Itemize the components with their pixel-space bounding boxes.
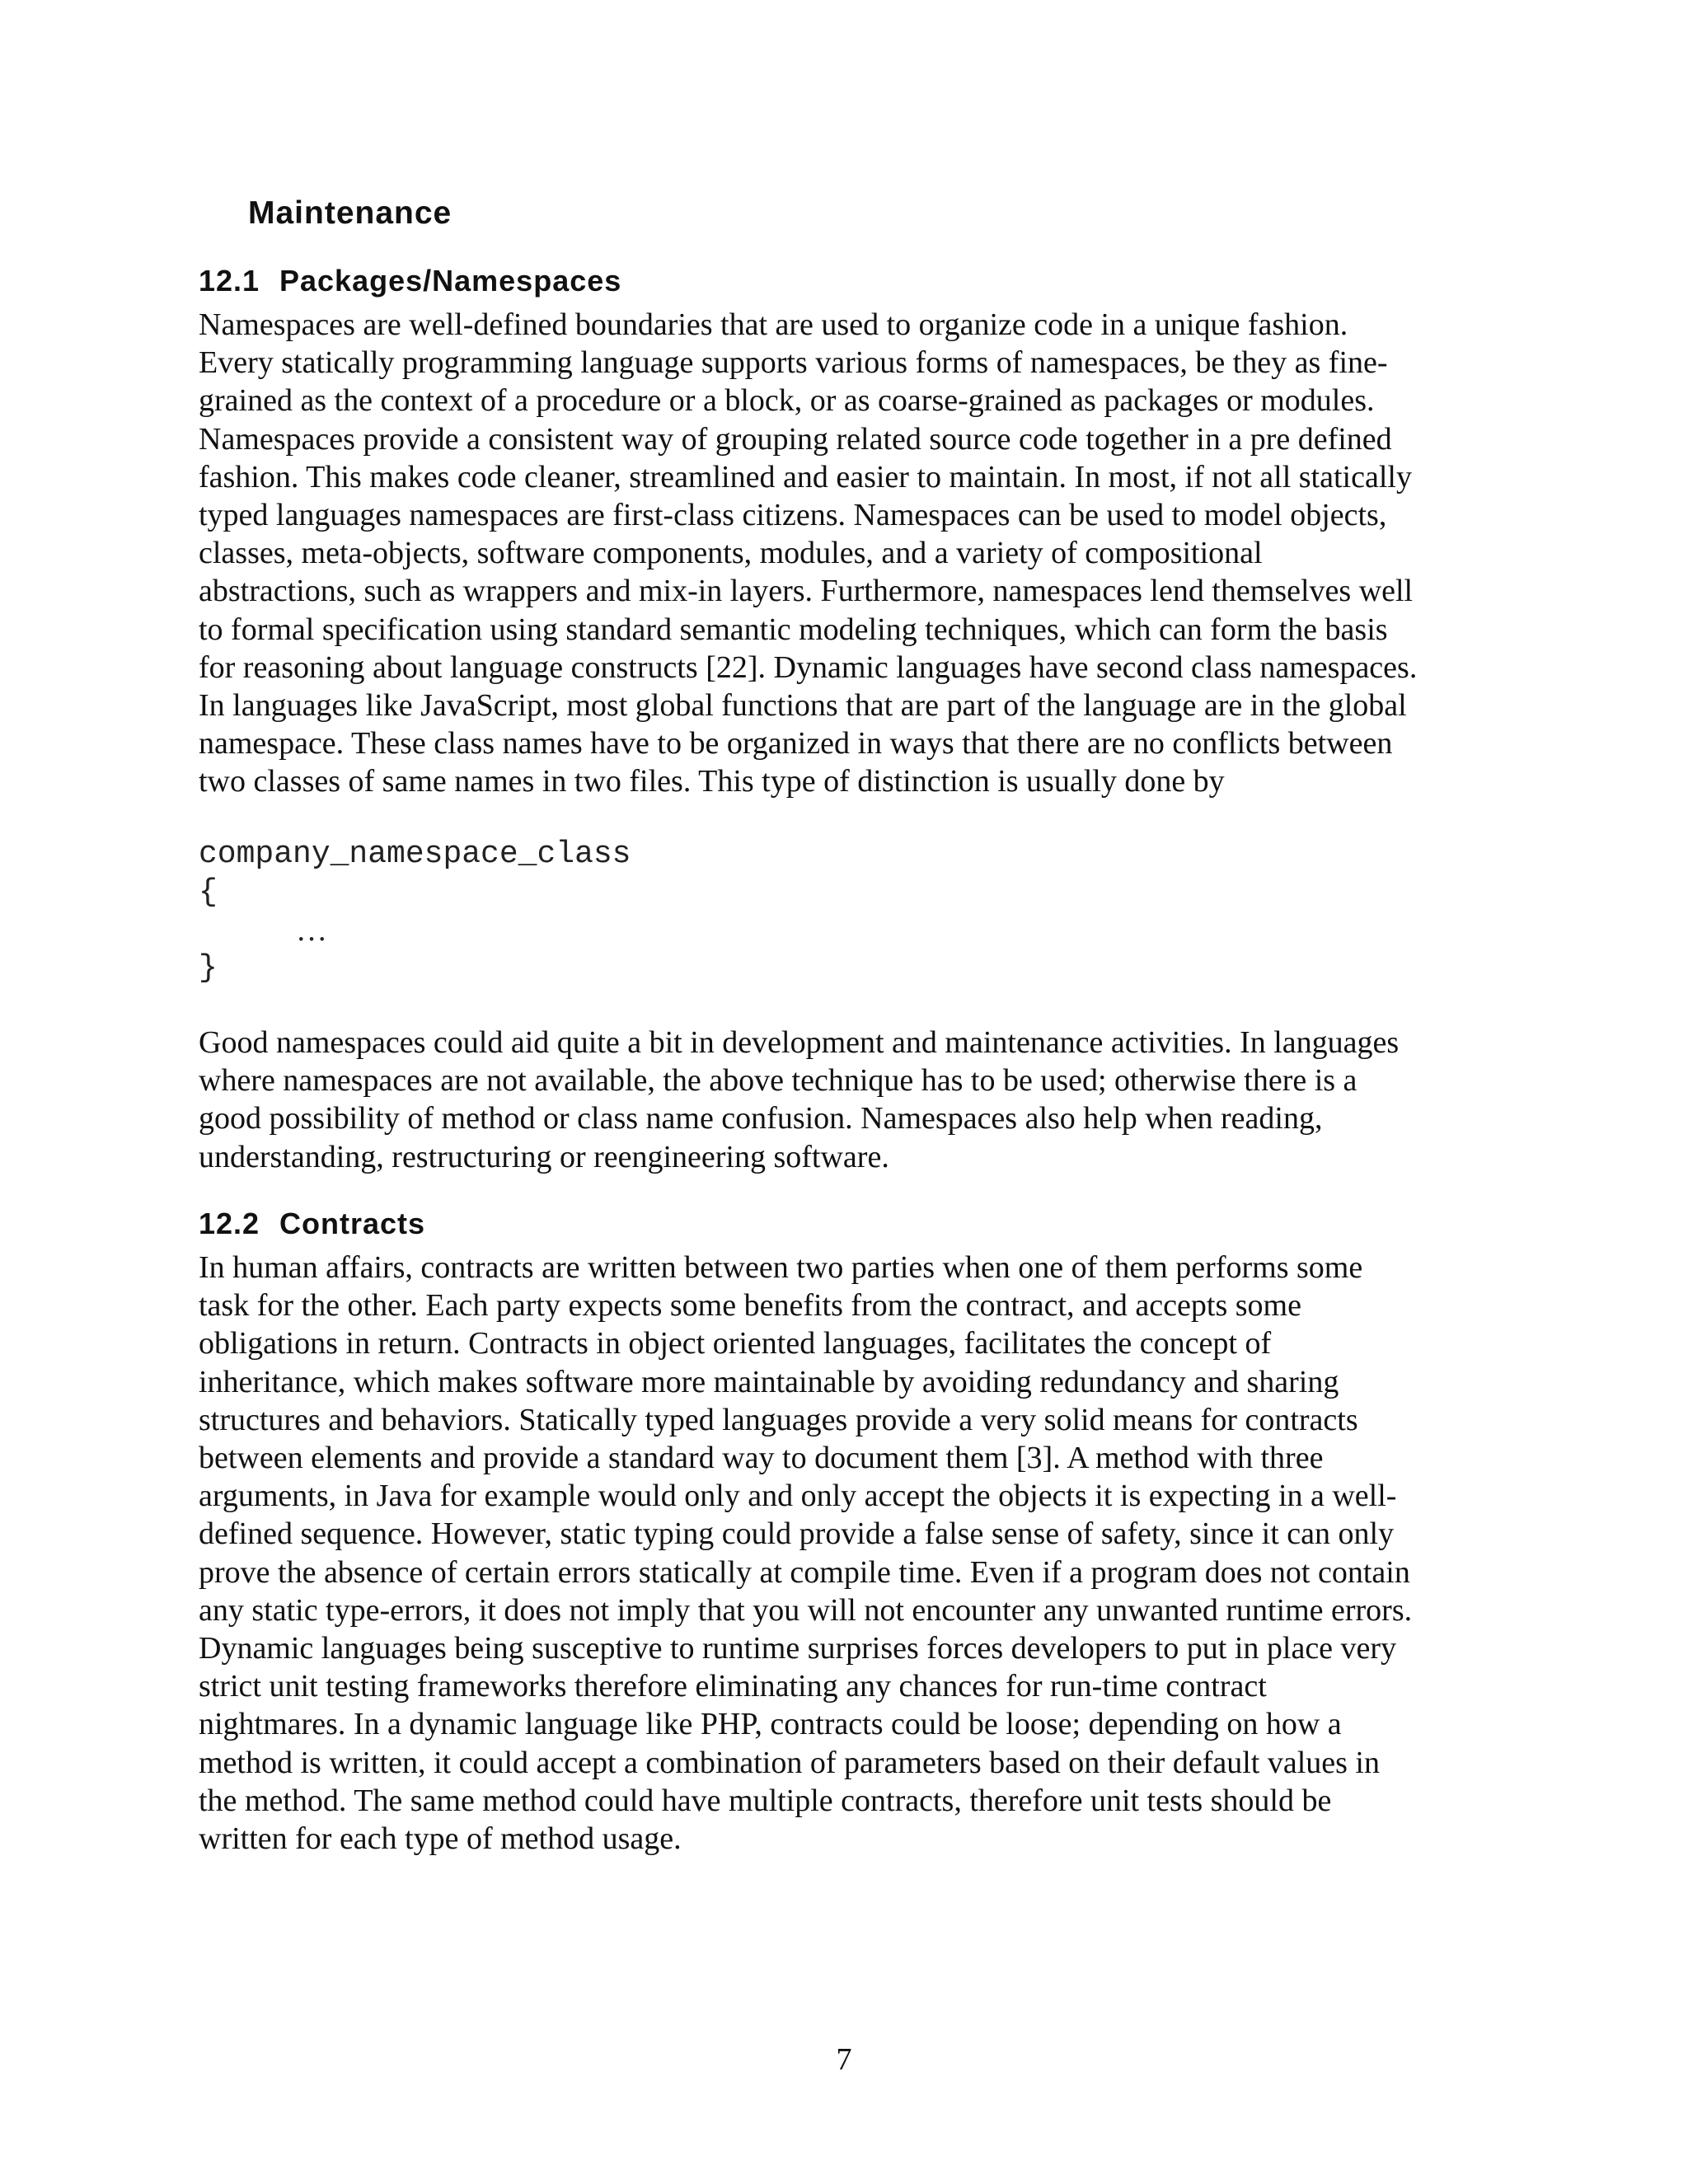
- namespaces-paragraph-1: [199, 306, 1417, 801]
- text-line: classes, meta-objects, software components, modules, and a variety of compositional: [199, 536, 1263, 571]
- text-line: grained as the context of a procedure or a block, or as coarse-grained as packages or modules.: [199, 383, 1375, 419]
- text-line: good possibility of method or class name confusion. Namespaces also help when reading,: [199, 1101, 1323, 1137]
- text-line: inheritance, which makes software more maintainable by avoiding redundancy and sharing: [199, 1364, 1339, 1399]
- section-number: 12.2: [199, 1207, 260, 1240]
- section-heading-packages-namespaces: [199, 261, 621, 301]
- text-line: arguments, in Java for example would only and only accept the objects it is expecting in a well-: [199, 1479, 1397, 1514]
- code-line: …: [296, 913, 327, 948]
- text-line: written for each type of method usage.: [199, 1821, 682, 1857]
- text-line: Every statically programming language supports various forms of namespaces, be they as fine-: [199, 345, 1388, 381]
- text-line: where namespaces are not available, the above technique has to be used; otherwise there is a: [199, 1063, 1357, 1099]
- text-line: fashion. This makes code cleaner, streamlined and easier to maintain. In most, if not all statically: [199, 459, 1412, 494]
- text-line: namespace. These class names have to be organized in ways that there are no conflicts between: [199, 726, 1393, 762]
- text-line: In human affairs, contracts are written between two parties when one of them performs some: [199, 1250, 1363, 1285]
- text-line: Good namespaces could aid quite a bit in development and maintenance activities. In languages: [199, 1025, 1400, 1060]
- text-line: abstractions, such as wrappers and mix-in layers. Furthermore, namespaces lend themselves well: [199, 574, 1414, 609]
- text-line: In languages like JavaScript, most global functions that are part of the language are in the global: [199, 688, 1407, 724]
- text-line: understanding, restructuring or reengineering software.: [199, 1139, 889, 1174]
- text-line: prove the absence of certain errors statically at compile time. Even if a program does not contain: [199, 1554, 1410, 1590]
- text-line: method is written, it could accept a combination of parameters based on their default values in: [199, 1745, 1380, 1780]
- text-line: nightmares. In a dynamic language like PHP, contracts could be loose; depending on how a: [199, 1707, 1342, 1742]
- text-line: between elements and provide a standard way to document them [3]. A method with three: [199, 1441, 1324, 1476]
- text-line: typed languages namespaces are first-class citizens. Namespaces can be used to model objects,: [199, 498, 1387, 533]
- text-line: Namespaces are well-defined boundaries that are used to organize code in a unique fashion.: [199, 307, 1348, 342]
- code-line: company_namespace_class: [199, 837, 631, 872]
- section-number: 12.1: [199, 264, 260, 298]
- text-line: Namespaces provide a consistent way of grouping related source code together in a pre defined: [199, 421, 1392, 457]
- page-number: 7: [836, 2042, 852, 2077]
- text-line: structures and behaviors. Statically typed languages provide a very solid means for contracts: [199, 1402, 1358, 1437]
- text-line: task for the other. Each party expects some benefits from the contract, and accepts some: [199, 1288, 1301, 1324]
- text-line: defined sequence. However, static typing could provide a false sense of safety, since it can only: [199, 1516, 1395, 1552]
- chapter-title: Maintenance: [248, 195, 452, 231]
- contracts-paragraph: [199, 1249, 1412, 1858]
- text-line: the method. The same method could have multiple contracts, therefore unit tests should be: [199, 1783, 1332, 1818]
- section-title: Contracts: [279, 1207, 426, 1240]
- section-heading-contracts: [199, 1204, 425, 1244]
- text-line: strict unit testing frameworks therefore eliminating any chances for run-time contract: [199, 1669, 1267, 1704]
- text-line: Dynamic languages being susceptive to runtime surprises forces developers to put in place very: [199, 1631, 1397, 1666]
- code-line: }: [199, 950, 218, 986]
- text-line: to formal specification using standard semantic modeling techniques, which can form the basis: [199, 612, 1388, 647]
- section-title: Packages/Namespaces: [279, 264, 622, 298]
- text-line: obligations in return. Contracts in object oriented languages, facilitates the concept of: [199, 1326, 1272, 1361]
- text-line: for reasoning about language constructs [22]. Dynamic languages have second class namespaces.: [199, 649, 1418, 685]
- namespaces-paragraph-2: [199, 1024, 1399, 1176]
- text-line: two classes of same names in two files. This type of distinction is usually done by: [199, 764, 1225, 799]
- code-line: {: [199, 874, 218, 910]
- text-line: any static type-errors, it does not imply that you will not encounter any unwanted runtime errors.: [199, 1592, 1413, 1628]
- code-example: [199, 836, 631, 987]
